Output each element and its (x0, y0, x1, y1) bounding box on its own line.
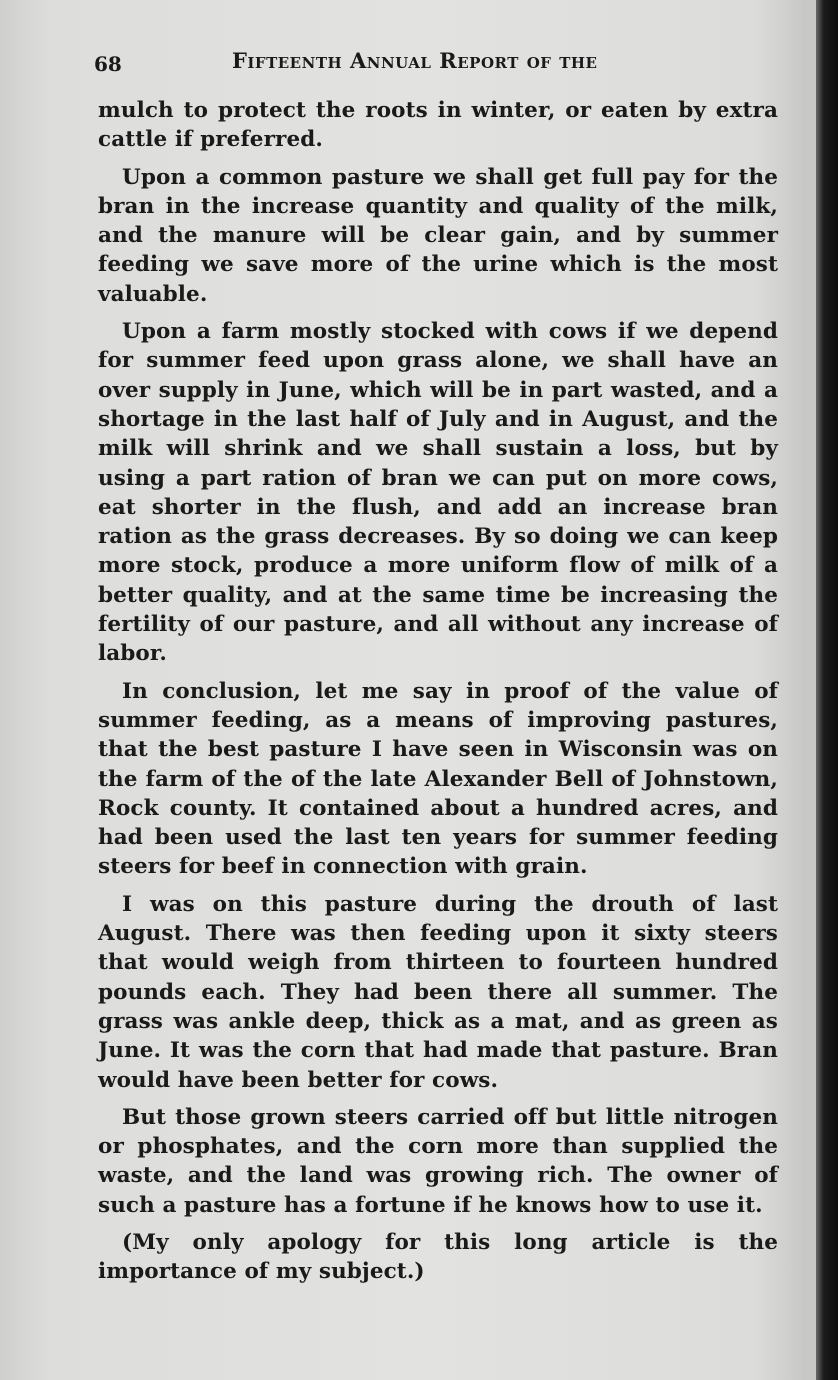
book-spine-edge (816, 0, 838, 1380)
paragraph: In conclusion, let me say in proof of the value of summer feeding, as a means of improving pastures, that the best pasture I have seen in Wisconsin was on the farm of the of the late Alexander Bell of Johnstown, Rock county. It contained about a hundred acres, and had been used the last ten years for summer feeding steers for beef in connection with grain. (98, 678, 778, 880)
running-title: Fifteenth Annual Report of the (232, 48, 598, 73)
paragraph: But those grown steers carried off but little nitrogen or phosphates, and the corn more than supplied the waste, and the land was growing rich. The owner of such a pasture has a fortune if he knows how to use it. (98, 1104, 778, 1218)
paragraph-continued: mulch to protect the roots in winter, or eaten by extra cattle if preferred. (98, 98, 778, 153)
paragraph: Upon a common pasture we shall get full pay for the bran in the increase quantity and quality of the milk, and the manure will be clear gain, and by summer feeding we save more of the urine which is the most valuable. (98, 164, 778, 307)
paragraph: Upon a farm mostly stocked with cows if we depend for summer feed upon grass alone, we shall have an over supply in June, which will be in part wasted, and a shortage in the last half of July and in August, and the milk will shrink and we shall sustain a loss, but by using a part ration of bran we can put on more cows, eat shorter in the flush, and add an increase bran ration as the grass decreases. By so doing we can keep more stock, produce a more uniform flow of milk of a better quality, and at the same time be increasing the fertility of our pasture, and all without any increase of labor. (98, 319, 778, 667)
paragraph: I was on this pasture during the drouth of last August. There was then feeding upon it sixty steers that would weigh from thirteen to fourteen hundred pounds each. They had been there all summer. The grass was ankle deep, thick as a mat, and as green as June. It was the corn that had made that pasture. Bran would have been better for cows. (98, 891, 778, 1093)
page-number: 68 (94, 52, 122, 76)
body-text (98, 96, 778, 1295)
page-header (94, 48, 654, 78)
paragraph-closing-note: (My only apology for this long article is the importance of my subject.) (98, 1229, 778, 1285)
